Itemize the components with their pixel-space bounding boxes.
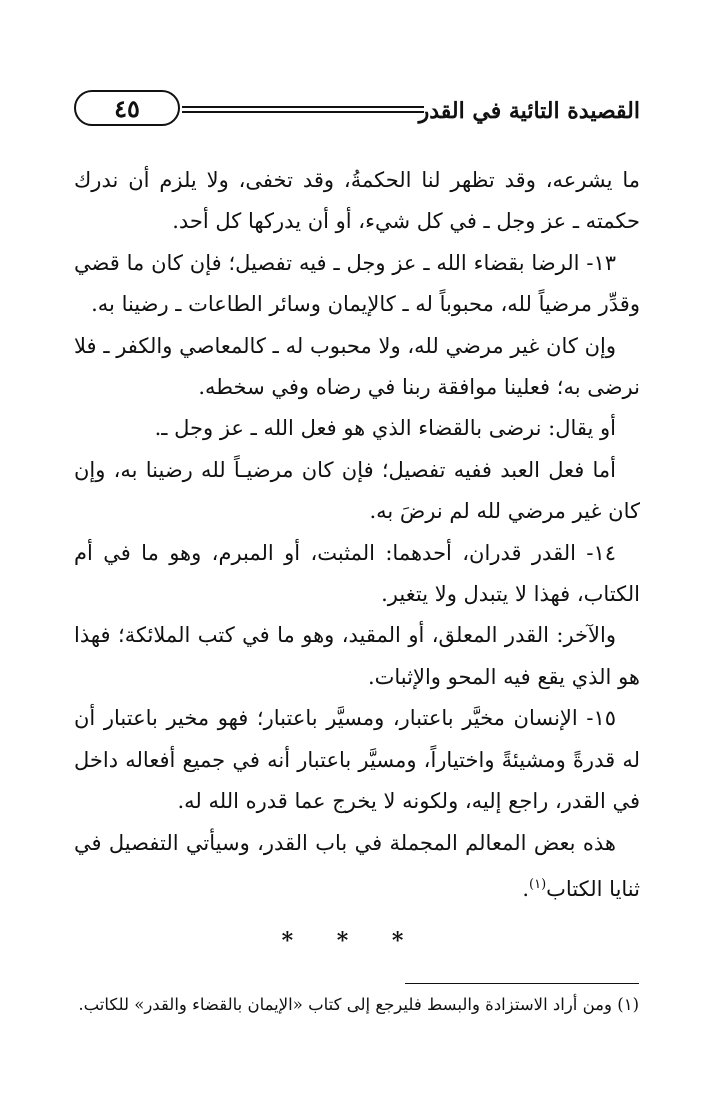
paragraph: ١٥- الإنسان مخيَّر باعتبار، ومسيَّر باعتبار؛ فهو مخير باعتبار أن له قدرةً ومشيئةً واختياراً، ومسيَّر باعتبار أنه في جميع أفعاله داخل في القدر، راجع إليه، ولكونه لا يخرج عما قدره الله له. [74, 706, 640, 814]
header-rule [182, 106, 424, 113]
paragraph-text: هذه بعض المعالم المجملة في باب القدر، وسيأتي التفصيل في ثنايا الكتاب [74, 830, 640, 901]
paragraph: ما يشرعه، وقد تظهر لنا الحكمةُ، وقد تخفى، ولا يلزم أن ندرك حكمته ـ عز وجل ـ في كل شيء، أو أن يدركها كل أحد. [74, 168, 640, 234]
running-header [74, 90, 640, 136]
body-text [74, 160, 640, 910]
paragraph: أما فعل العبد ففيه تفصيل؛ فإن كان مرضيـاً لله رضينا به، وإن كان غير مرضي لله لم نرضَ به. [74, 457, 640, 524]
footnote-rule [405, 983, 639, 984]
paragraph: والآخر: القدر المعلق، أو المقيد، وهو ما في كتب الملائكة؛ فهذا هو الذي يقع فيه المحو والإثبات. [74, 623, 640, 689]
page-number: ٤٥ [74, 90, 180, 126]
footnote-ref[interactable]: (١) [529, 876, 547, 892]
running-title: القصيدة التائية في القدر [418, 98, 640, 124]
paragraph: ١٣- الرضا بقضاء الله ـ عز وجل ـ فيه تفصيل؛ فإن كان ما قضي وقدِّر مرضياً لله، محبوباً له ـ كالإيمان وسائر الطاعات ـ رضينا به. [74, 250, 640, 317]
paragraph: ١٤- القدر قدران، أحدهما: المثبت، أو المبرم، وهو ما في أم الكتاب، فهذا لا يتبدل ولا يتغير. [74, 540, 640, 607]
paragraph-last [74, 823, 640, 911]
paragraph-end: . [522, 876, 530, 901]
paragraph: أو يقال: نرضى بالقضاء الذي هو فعل الله ـ عز وجل ـ. [154, 416, 616, 441]
paragraph: وإن كان غير مرضي لله، ولا محبوب له ـ كالمعاصي والكفر ـ فلا نرضى به؛ فعلينا موافقة ربنا في رضاه وفي سخطه. [74, 333, 640, 400]
section-separator: * * * [281, 928, 422, 954]
footnote: (١) ومن أراد الاستزادة والبسط فليرجع إلى كتاب «الإيمان بالقضاء والقدر» للكاتب. [78, 995, 639, 1014]
